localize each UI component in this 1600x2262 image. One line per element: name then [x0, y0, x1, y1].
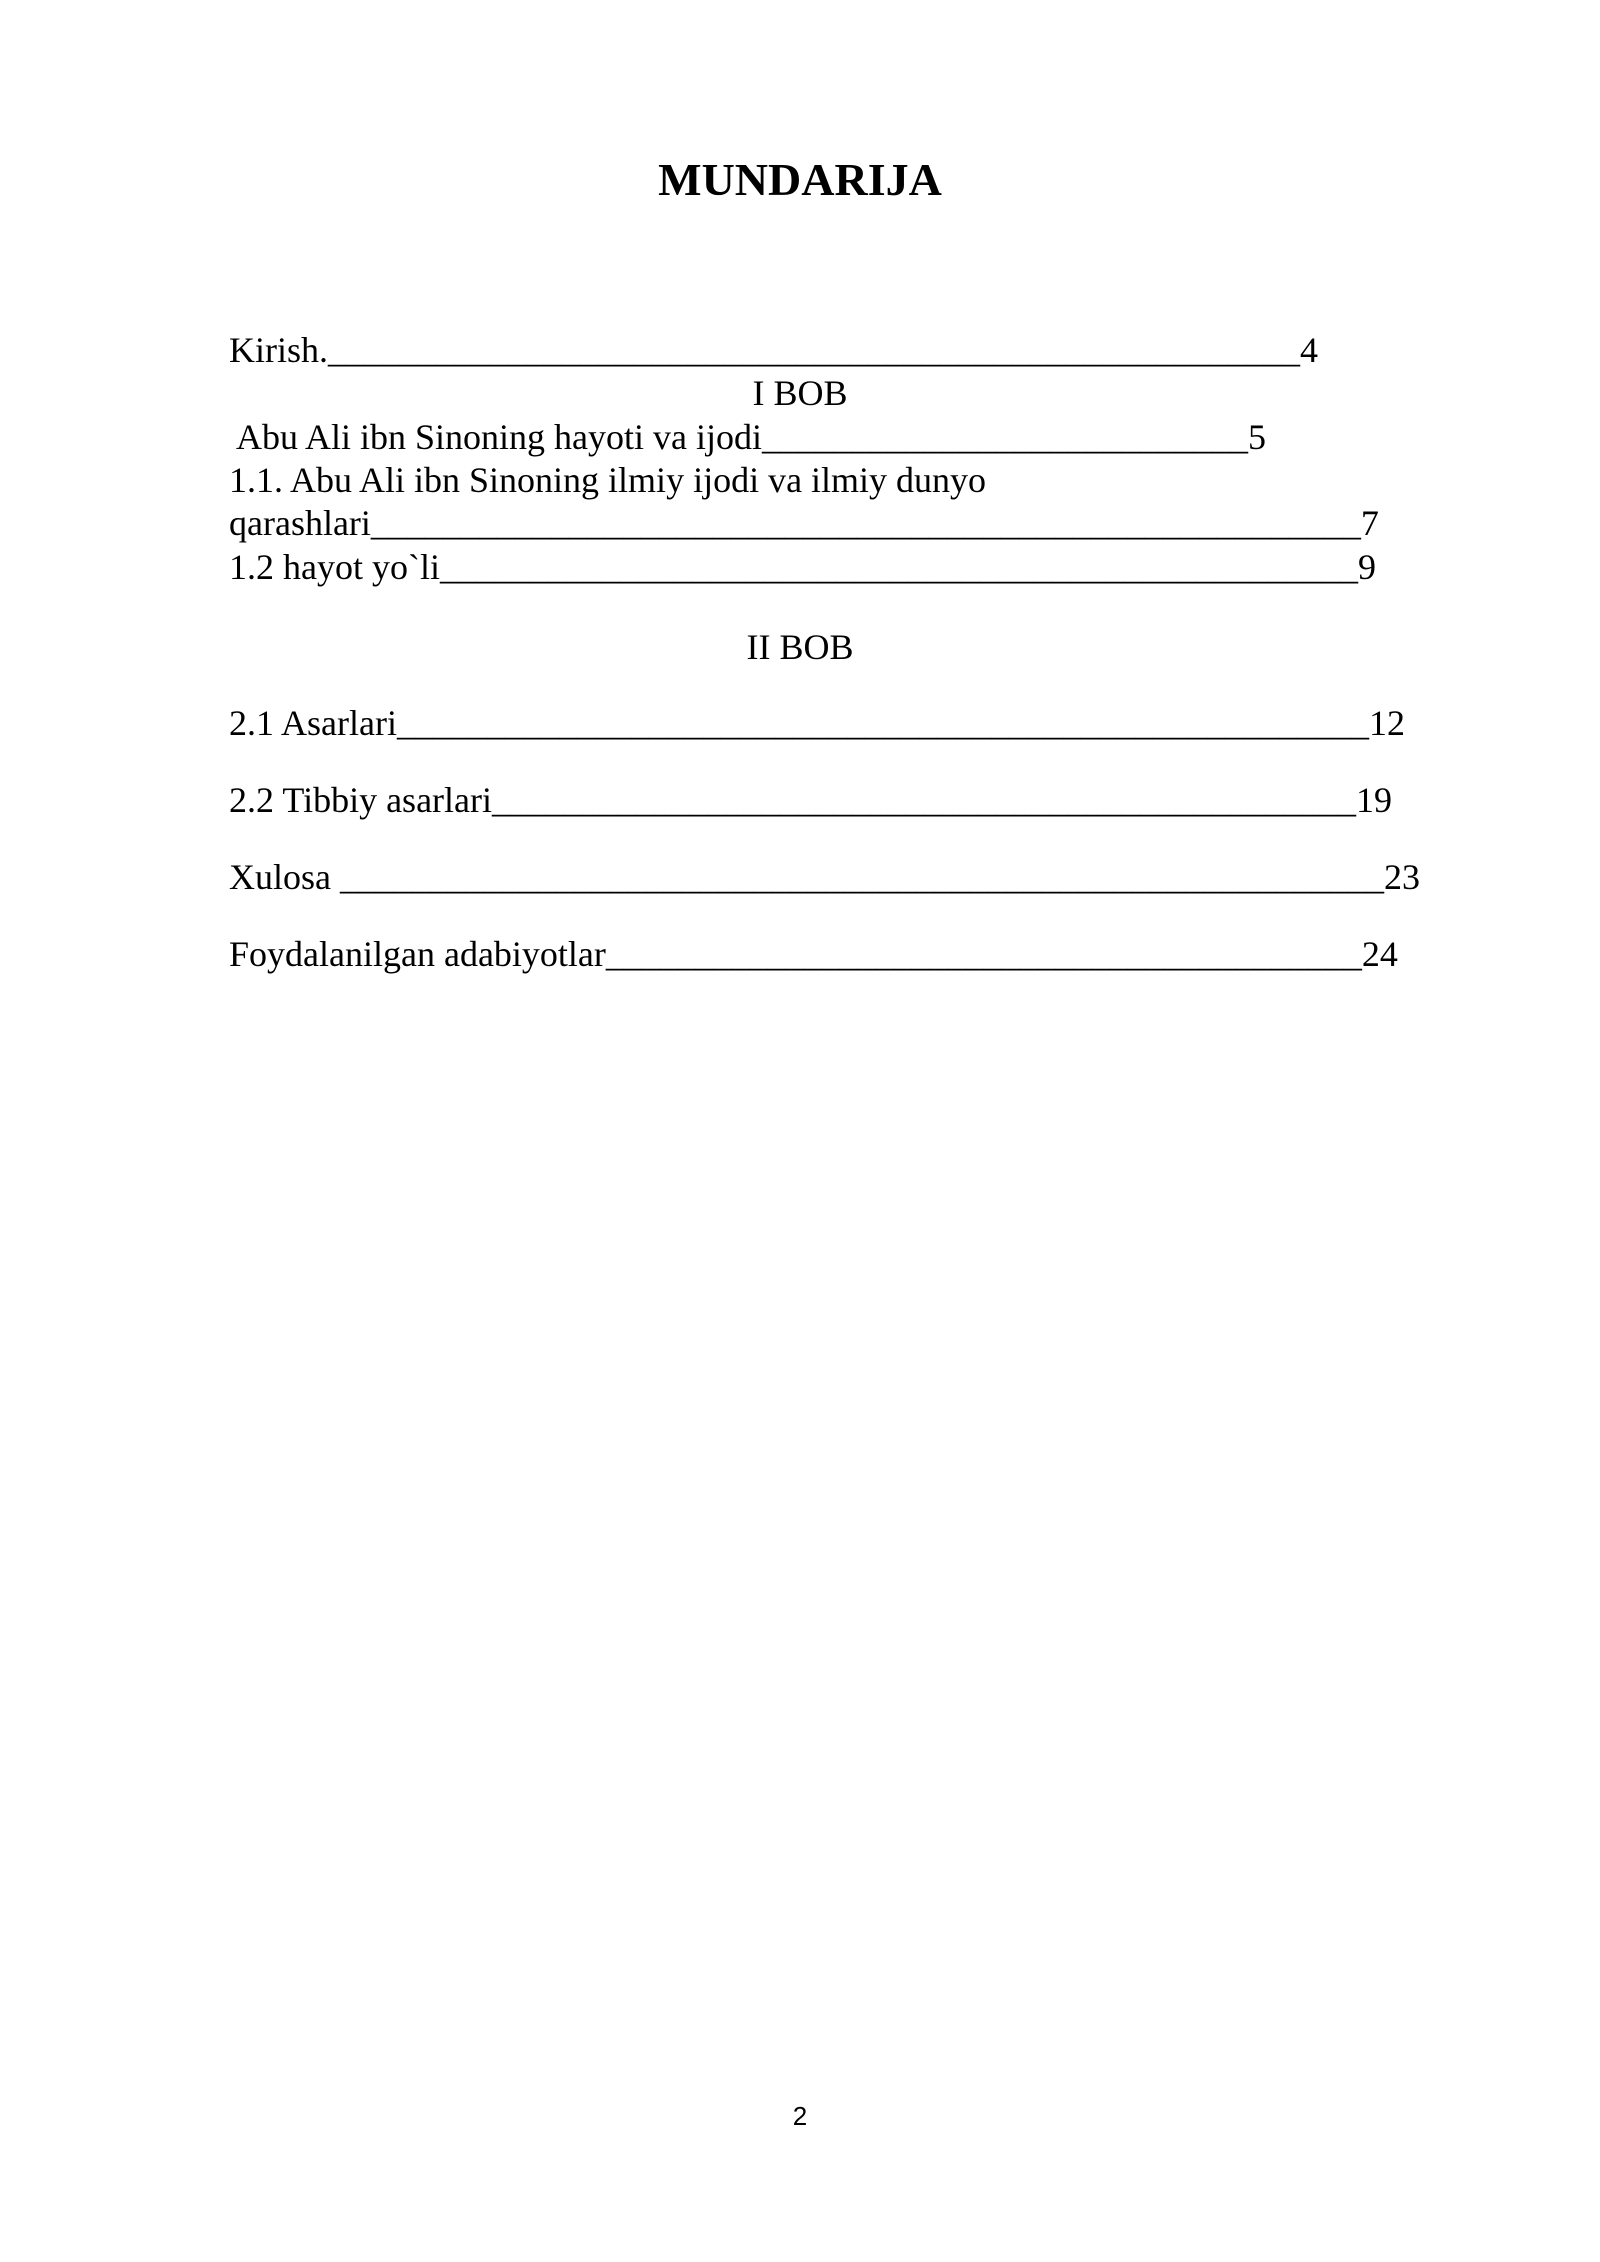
toc-entry-2-1: 2.1 Asarlari______________________________________________________12 — [229, 703, 1405, 743]
toc-entry-2-2: 2.2 Tibbiy asarlari________________________________________________19 — [229, 780, 1393, 820]
toc-entry-chapter1-title: Abu Ali ibn Sinoning hayoti va ijodi___________________________5 — [229, 417, 1267, 457]
toc-entry-1-1-line2: qarashlari_______________________________________________________7 — [229, 503, 1379, 543]
page-title: MUNDARIJA — [658, 154, 942, 205]
toc-entry-1-1-line1: 1.1. Abu Ali ibn Sinoning ilmiy ijodi va ilmiy dunyo — [229, 460, 987, 500]
toc-entry-xulosa: Xulosa __________________________________________________________23 — [229, 857, 1420, 897]
chapter-heading-1: I BOB — [752, 373, 848, 413]
toc-entry-kirish: Kirish.______________________________________________________4 — [229, 330, 1318, 370]
toc-entry-adabiyotlar: Foydalanilgan adabiyotlar__________________________________________24 — [229, 934, 1398, 974]
chapter-heading-2: II BOB — [746, 627, 854, 667]
toc-entry-1-2: 1.2 hayot yo`li___________________________________________________9 — [229, 547, 1376, 587]
page-number: 2 — [792, 2101, 808, 2131]
